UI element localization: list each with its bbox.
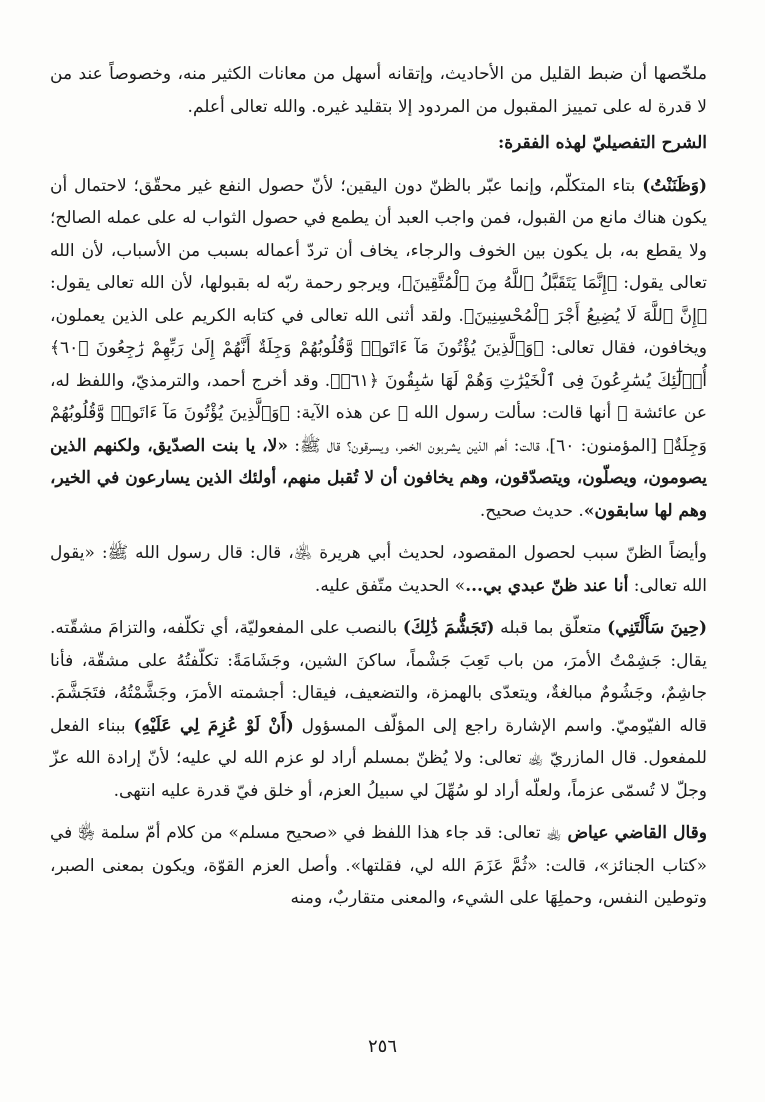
hadith-quote: «لا، يا بنت الصدّيق، ولكنهم الذين يصومون، ويصلّون، ويتصدّقون، وهم يخافون أن لا تُقبل منهم، أولئك الذين يسارعون في الخير، وهم لها سابقون» bbox=[50, 435, 707, 521]
paragraph-hina-saaltani bbox=[50, 612, 707, 807]
hadith-quote: أنا عند ظنّ عبدي بي... bbox=[465, 575, 629, 596]
paragraph-text: » الحديث متّفق عليه. bbox=[314, 575, 466, 596]
paragraph-text: وأيضاً الظنّ سبب لحصول المقصود، لحديث أبي هريرة ﵁، قال: قال رسول الله ﷺ: «يقول الله تعالى: bbox=[50, 543, 707, 596]
paragraph-abu-hurayra bbox=[50, 537, 707, 602]
paragraph-text: . حديث صحيح. bbox=[479, 500, 584, 521]
commentary-term: (أَنْ لَوْ عُزِمَ لِي عَلَيْهِ) bbox=[133, 715, 294, 736]
commentary-term: (تَجَشُّمَ ذَٰلِكَ) bbox=[402, 618, 495, 638]
commentary-lead-term: (حِينَ سَأَلْتَنِي) bbox=[607, 618, 707, 638]
paragraph-text: بتاء المتكلّم، وإنما عبّر بالظنّ دون اليقين؛ لأنّ حصول النفع غير محقّق؛ لاحتمال أن يكون هناك مانع من القبول، فمن واجب العبد أن يطمع في حصول الثواب له على عمله الصالح؛ ولا يقطع به، بل يكون بين الخوف والرجاء، يخاف أن تردّ أعماله بسبب من الأسباب، لأن الله تعالى يقول: ﴿إِنَّمَا يَتَقَبَّلُ ٱللَّهُ مِنَ ٱلْمُتَّقِينَ﴾، ويرجو رحمة ربّه له بقبولها، لأن الله تعالى يقول: ﴿إِنَّ ٱللَّهَ لَا يُضِيعُ أَجْرَ ٱلْمُحْسِنِينَ﴾. ولقد أثنى الله تعالى في كتابه الكريم على الذين يعملون، ويخافون، فقال تعالى: ﴿وَٱلَّذِينَ يُؤْتُونَ مَآ ءَاتَوا۟ وَّقُلُوبُهُمْ وَجِلَةٌ أَنَّهُمْ إِلَىٰ رَبِّهِمْ رَٰجِعُونَ ﴿٦٠﴾ أُو۟لَٰٓئِكَ يُسَٰرِعُونَ فِى ٱلْخَيْرَٰتِ وَهُمْ لَهَا سَٰبِقُونَ ﴿٦١﴾﴾. وقد أخرج أحمد، والترمذيّ، واللفظ له، عن عائشة ﵂ أنها قالت: سألت رسول الله ﷺ عن هذه الآية: ﴿وَٱلَّذِينَ يُؤْتُونَ مَآ ءَاتَوا۟ وَّقُلُوبُهُمْ وَجِلَةٌ﴾ [المؤمنون: ٦٠]، قالت: أهم الذين يشربون الخمر، ويسرقون؟ قال ﷺ: bbox=[50, 175, 708, 456]
paragraph-text: متعلّق بما قبله bbox=[494, 618, 608, 638]
paragraph-qadi-iyad bbox=[50, 817, 707, 915]
commentary-lead-term: (وَظَنَنْتُ) bbox=[642, 175, 707, 196]
page-number: ٢٥٦ bbox=[367, 1036, 397, 1057]
commentary-lead-term: وقال القاضي عياض bbox=[567, 823, 708, 843]
paragraph-intro-summary: ملخّصها أن ضبط القليل من الأحاديث، وإتقانه أسهل من معانات الكثير منه، وخصوصاً عند من لا قدرة له على تمييز المقبول من المردود إلا بتقليد غيره. والله تعالى أعلم. bbox=[50, 64, 707, 117]
paragraph-zanantu bbox=[50, 170, 707, 528]
paragraph-text: ببناء الفعل للمفعول. قال المازريّ ﵀ تعالى: ولا يُظنّ بمسلم أراد لو عزم الله لي عليه؛ لأنّ إرادة الله عزّ وجلّ لا تُسمّى عزماً، ولعلّه أراد لو سُهِّلَ لي سبيلُ العزم، أو خلق فيّ قدرة عليه انتهى. bbox=[50, 715, 707, 801]
paragraph-text: بالنصب على المفعوليّة، أي تكلّفه، والتزامَ مشقّته. يقال: جَشِمْتُ الأمرَ، من باب تَعِبَ جَشْماً، ساكنَ الشين، وجَشَامَةً: تكلّفتُهُ على مشقّة، فأنا جاشِمٌ، وجَشُومٌ مبالغةٌ، ويتعدّى بالهمزة، والتضعيف، فيقال: أجشمته الأمرَ، وجَشَّمْتُهُ، فتَجَشَّمَ. قاله الفيّوميّ. واسم الإشارة راجع إلى المؤلّف المسؤول bbox=[50, 618, 708, 736]
paragraph-text: ﵀ تعالى: قد جاء هذا اللفظ في «صحيح مسلم» من كلام أمّ سلمة ﵂ في «كتاب الجنائز»، قالت: «ثُمَّ عَزَمَ الله لي، فقلتها». وأصل العزم القوّة، ويكون بمعنى الصبر، وتوطين النفس، وحملِهَا على الشيء، والمعنى متقاربٌ، ومنه bbox=[50, 823, 707, 908]
section-heading: الشرح التفصيليّ لهذه الفقرة: bbox=[498, 133, 707, 153]
